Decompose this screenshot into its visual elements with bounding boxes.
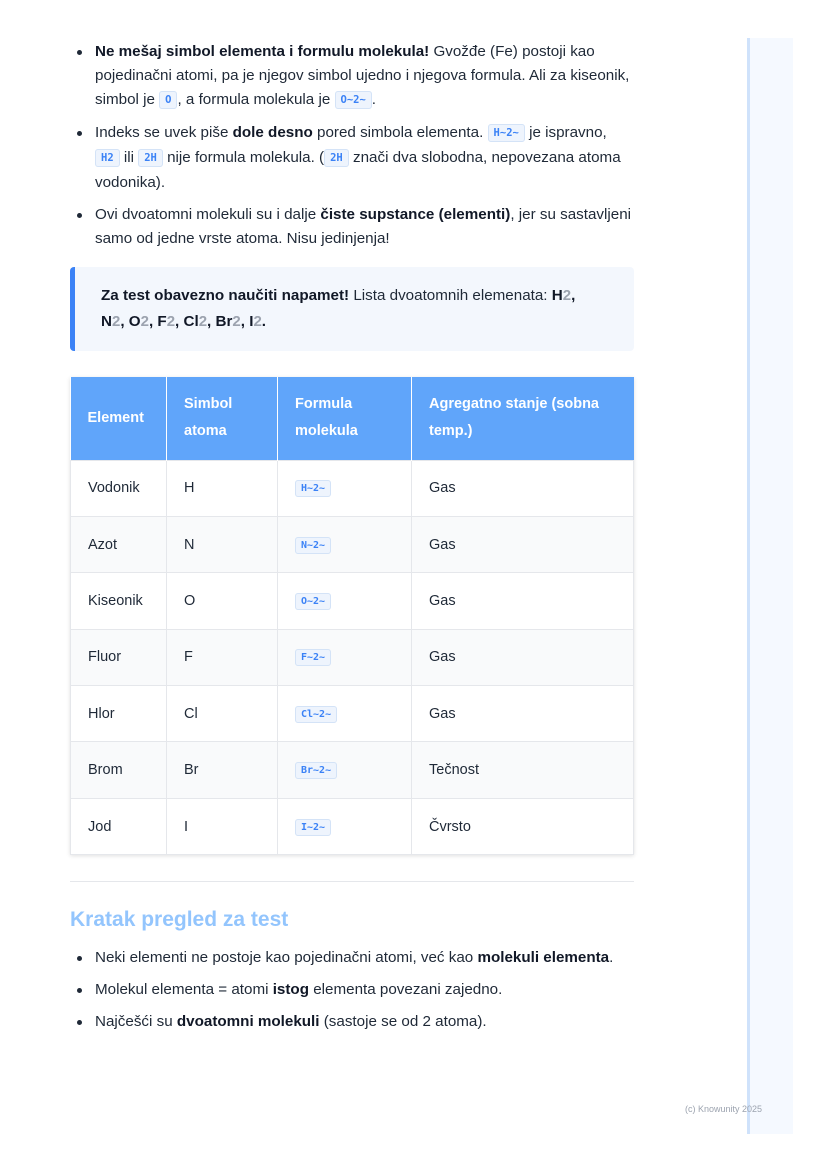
copyright-footer: (c) Knowunity 2025	[685, 1104, 763, 1114]
text: .	[371, 91, 377, 108]
text: Indeks se uvek piše	[95, 124, 233, 141]
text: znači dva slobodna, nepovezana atoma vodonika).	[95, 149, 621, 191]
cell-formula	[278, 686, 412, 742]
text: elementa povezani zajedno.	[308, 981, 503, 999]
cell-symbol: Cl	[167, 686, 278, 742]
table-row	[71, 629, 634, 685]
document-content	[70, 40, 634, 1042]
element-item: H2,	[551, 287, 576, 304]
cell-element: Hlor	[71, 686, 167, 742]
cell-symbol: N	[167, 516, 278, 572]
inline-code: Br~2~	[295, 762, 337, 779]
cell-state: Čvrsto	[412, 798, 634, 854]
diatomic-elements-table	[70, 377, 634, 855]
inline-code: F~2~	[295, 649, 331, 666]
table-header-row	[71, 377, 634, 460]
text: nije formula molekula. (	[162, 149, 325, 166]
cell-formula	[278, 573, 412, 629]
cell-element: Vodonik	[71, 460, 167, 516]
text: Gvožđe (Fe) postoji kao pojedinačni atomi, pa je njegov simbol ujedno i njegova formula. Ali za kiseonik, simbol je	[95, 43, 630, 108]
list-item	[70, 121, 634, 195]
inline-code: I~2~	[295, 819, 331, 836]
cell-state: Gas	[412, 686, 634, 742]
text: (sastoje se od 2 atoma).	[319, 1013, 487, 1031]
cell-symbol: F	[167, 629, 278, 685]
text: pored simbola elementa.	[312, 124, 488, 141]
table-row	[71, 742, 634, 798]
inline-code: O	[159, 91, 177, 109]
text: Molekul elementa = atomi	[95, 981, 273, 999]
element-item: N2,	[101, 313, 125, 330]
cell-symbol: H	[167, 460, 278, 516]
side-panel	[747, 38, 793, 1134]
table-row	[71, 573, 634, 629]
callout-bold: Za test obavezno naučiti napamet!	[101, 287, 350, 304]
list-item	[70, 946, 634, 970]
list-item	[70, 978, 634, 1002]
text: , jer su sastavljeni samo od jedne vrste atoma. Nisu jedinjenja!	[95, 206, 632, 247]
cell-element: Jod	[71, 798, 167, 854]
callout-text: Lista dvoatomnih elemenata:	[349, 287, 552, 304]
inline-code: O~2~	[295, 593, 331, 610]
memorize-callout	[70, 267, 634, 351]
text: .	[609, 949, 614, 967]
inline-code: N~2~	[295, 537, 331, 554]
cell-formula	[278, 460, 412, 516]
inline-code: H~2~	[488, 124, 525, 142]
cell-state: Tečnost	[412, 742, 634, 798]
cell-element: Fluor	[71, 629, 167, 685]
inline-code: Cl~2~	[295, 706, 337, 723]
text: je ispravno,	[524, 124, 607, 141]
cell-formula	[278, 742, 412, 798]
cell-state: Gas	[412, 573, 634, 629]
bold-text: istog	[272, 981, 309, 999]
cell-state: Gas	[412, 629, 634, 685]
element-item: Cl2,	[183, 313, 212, 330]
summary-bullet-list	[70, 946, 634, 1034]
text: Ovi dvoatomni molekuli su i dalje	[95, 206, 321, 223]
inline-code: H2	[95, 149, 120, 167]
cell-state: Gas	[412, 516, 634, 572]
cell-formula	[278, 798, 412, 854]
table-row	[71, 686, 634, 742]
column-header: Formula molekula	[278, 377, 412, 460]
list-item	[70, 203, 634, 251]
cell-symbol: Br	[167, 742, 278, 798]
cell-formula	[278, 629, 412, 685]
cell-symbol: I	[167, 798, 278, 854]
inline-code: H~2~	[295, 480, 331, 497]
section-divider	[70, 881, 634, 882]
column-header: Simbol atoma	[167, 377, 278, 460]
inline-code: 2H	[138, 149, 163, 167]
table-row	[71, 516, 634, 572]
element-item: O2,	[128, 313, 154, 330]
element-item: F2,	[157, 313, 180, 330]
element-item: I2.	[249, 313, 267, 330]
element-item: Br2,	[215, 313, 245, 330]
inline-code: 2H	[324, 149, 349, 167]
text: Neki elementi ne postoje kao pojedinačni atomi, već kao	[95, 949, 478, 967]
text: , a formula molekula je	[177, 91, 335, 108]
cell-element: Azot	[71, 516, 167, 572]
bold-text: dvoatomni molekuli	[176, 1013, 320, 1031]
cell-formula	[278, 516, 412, 572]
bold-text: Ne mešaj simbol elementa i formulu molekula!	[95, 43, 430, 60]
column-header: Agregatno stanje (sobna temp.)	[412, 377, 634, 460]
text: Najčešći su	[95, 1013, 177, 1031]
bold-text: čiste supstance (elementi)	[320, 206, 511, 223]
summary-heading: Kratak pregled za test	[70, 908, 289, 932]
cell-state: Gas	[412, 460, 634, 516]
cell-symbol: O	[167, 573, 278, 629]
inline-code: O~2~	[335, 91, 372, 109]
intro-bullet-list	[70, 40, 634, 251]
list-item	[70, 1010, 634, 1034]
text: ili	[119, 149, 139, 166]
list-item	[70, 40, 634, 113]
table-row	[71, 460, 634, 516]
column-header: Element	[71, 377, 167, 460]
bold-text: dole desno	[232, 124, 313, 141]
table-row	[71, 798, 634, 854]
bold-text: molekuli elementa	[477, 949, 610, 967]
cell-element: Kiseonik	[71, 573, 167, 629]
cell-element: Brom	[71, 742, 167, 798]
